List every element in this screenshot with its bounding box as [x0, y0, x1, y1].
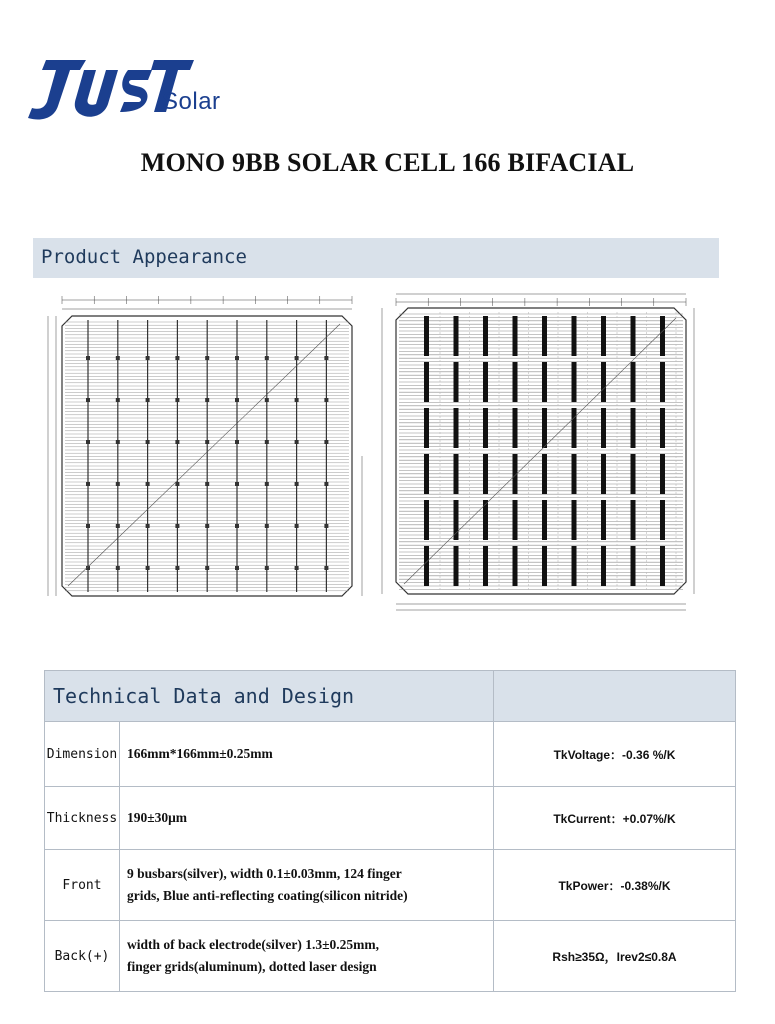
- solder-pad: [116, 524, 120, 528]
- row-value: [120, 850, 494, 921]
- table-row: [45, 722, 736, 787]
- section-title: Product Appearance: [41, 246, 247, 268]
- back-electrode-segment: [660, 500, 665, 540]
- back-electrode-segment: [631, 316, 636, 356]
- solder-pad: [205, 440, 209, 444]
- solder-pad: [175, 524, 179, 528]
- row-value: [120, 921, 494, 992]
- solder-pad: [146, 356, 150, 360]
- solder-pad: [324, 524, 328, 528]
- solder-pad: [324, 440, 328, 444]
- back-electrode-segment: [424, 316, 429, 356]
- solder-pad: [175, 398, 179, 402]
- solder-pad: [175, 482, 179, 486]
- solder-pad: [235, 566, 239, 570]
- row-label: Thickness: [45, 787, 120, 850]
- solder-pad: [295, 566, 299, 570]
- back-electrode-segment: [513, 362, 518, 402]
- solder-pad: [205, 356, 209, 360]
- back-electrode-segment: [513, 546, 518, 586]
- back-electrode-segment: [660, 408, 665, 448]
- back-electrode-segment: [601, 408, 606, 448]
- solder-pad: [116, 356, 120, 360]
- back-electrode-segment: [572, 546, 577, 586]
- solder-pad: [146, 482, 150, 486]
- row-value-line: 166mm*166mm±0.25mm: [127, 746, 273, 761]
- back-electrode-segment: [454, 408, 459, 448]
- solder-pad: [86, 398, 90, 402]
- solder-pad: [116, 398, 120, 402]
- row-label: Dimension: [45, 722, 120, 787]
- back-electrode-segment: [572, 362, 577, 402]
- back-electrode-segment: [542, 546, 547, 586]
- back-electrode-segment: [601, 546, 606, 586]
- back-electrode-segment: [572, 316, 577, 356]
- back-electrode-segment: [424, 500, 429, 540]
- solder-pad: [205, 398, 209, 402]
- header-empty-cell: [494, 671, 736, 722]
- solder-pad: [265, 440, 269, 444]
- back-cell-drawing: [372, 286, 706, 614]
- back-electrode-segment: [424, 408, 429, 448]
- solder-pad: [295, 356, 299, 360]
- back-electrode-segment: [631, 454, 636, 494]
- back-electrode-segment: [424, 362, 429, 402]
- solder-pad: [205, 566, 209, 570]
- solder-pad: [324, 398, 328, 402]
- solder-pad: [146, 566, 150, 570]
- logo-suffix: Solar: [162, 88, 221, 115]
- back-electrode-segment: [631, 408, 636, 448]
- solder-pad: [235, 356, 239, 360]
- solder-pad: [116, 440, 120, 444]
- row-spec: TkVoltage：-0.36 %/K: [494, 722, 736, 787]
- back-electrode-segment: [601, 316, 606, 356]
- row-value: [120, 787, 494, 850]
- back-electrode-segment: [601, 362, 606, 402]
- back-electrode-segment: [542, 316, 547, 356]
- row-value-line: 190±30μm: [127, 810, 188, 825]
- back-electrode-segment: [483, 454, 488, 494]
- back-electrode-segment: [424, 454, 429, 494]
- page-title: MONO 9BB SOLAR CELL 166 BIFACIAL: [140, 148, 635, 177]
- solder-pad: [324, 482, 328, 486]
- solder-pad: [295, 482, 299, 486]
- back-electrode-segment: [542, 500, 547, 540]
- back-electrode-segment: [513, 500, 518, 540]
- solder-pad: [116, 482, 120, 486]
- back-electrode-segment: [424, 546, 429, 586]
- solder-pad: [235, 524, 239, 528]
- solder-pad: [295, 524, 299, 528]
- solder-pad: [86, 482, 90, 486]
- solder-pad: [295, 398, 299, 402]
- company-logo: [24, 58, 244, 128]
- solder-pad: [146, 524, 150, 528]
- back-electrode-segment: [631, 546, 636, 586]
- solder-pad: [86, 524, 90, 528]
- front-cell-drawing: [36, 290, 366, 610]
- back-electrode-segment: [513, 316, 518, 356]
- table-row: [45, 921, 736, 992]
- row-label: Front: [45, 850, 120, 921]
- row-value-line: grids, Blue anti-reflecting coating(silicon nitride): [127, 888, 408, 903]
- back-electrode-segment: [542, 408, 547, 448]
- solder-pad: [324, 566, 328, 570]
- solder-pad: [265, 524, 269, 528]
- back-electrode-segment: [454, 546, 459, 586]
- back-electrode-segment: [483, 362, 488, 402]
- back-electrode-segment: [542, 454, 547, 494]
- row-value-line: finger grids(aluminum), dotted laser design: [127, 959, 377, 974]
- back-electrode-segment: [660, 454, 665, 494]
- row-spec: TkPower：-0.38%/K: [494, 850, 736, 921]
- solder-pad: [175, 440, 179, 444]
- front-cell-svg: [36, 290, 366, 610]
- solder-pad: [265, 356, 269, 360]
- solder-pad: [205, 482, 209, 486]
- back-electrode-segment: [542, 362, 547, 402]
- technical-data-table: [44, 670, 736, 992]
- row-spec: TkCurrent：+0.07%/K: [494, 787, 736, 850]
- back-electrode-segment: [631, 500, 636, 540]
- solder-pad: [146, 440, 150, 444]
- table-row: [45, 787, 736, 850]
- back-electrode-segment: [483, 408, 488, 448]
- solder-pad: [235, 482, 239, 486]
- back-electrode-segment: [454, 362, 459, 402]
- back-electrode-segment: [601, 500, 606, 540]
- solder-pad: [86, 440, 90, 444]
- back-electrode-segment: [572, 408, 577, 448]
- solder-pad: [175, 356, 179, 360]
- back-electrode-segment: [513, 408, 518, 448]
- back-electrode-segment: [483, 316, 488, 356]
- back-electrode-segment: [483, 546, 488, 586]
- solder-pad: [265, 482, 269, 486]
- back-electrode-segment: [572, 454, 577, 494]
- solder-pad: [205, 524, 209, 528]
- back-electrode-segment: [572, 500, 577, 540]
- row-value: [120, 722, 494, 787]
- row-value-line: width of back electrode(silver) 1.3±0.25mm,: [127, 937, 379, 952]
- solder-pad: [265, 566, 269, 570]
- back-electrode-segment: [454, 454, 459, 494]
- row-spec: Rsh≥35Ω，Irev2≤0.8A: [494, 921, 736, 992]
- back-electrode-segment: [601, 454, 606, 494]
- solder-pad: [324, 356, 328, 360]
- solder-pad: [146, 398, 150, 402]
- solder-pad: [86, 356, 90, 360]
- solder-pad: [116, 566, 120, 570]
- back-electrode-segment: [660, 546, 665, 586]
- solder-pad: [235, 398, 239, 402]
- row-label: Back(+): [45, 921, 120, 992]
- solder-pad: [295, 440, 299, 444]
- back-electrode-segment: [454, 316, 459, 356]
- solder-pad: [235, 440, 239, 444]
- solder-pad: [175, 566, 179, 570]
- table-header-row: [45, 671, 736, 722]
- section-header-product-appearance: [33, 238, 719, 278]
- back-cell-svg: [372, 286, 706, 614]
- back-electrode-segment: [631, 362, 636, 402]
- table-row: [45, 850, 736, 921]
- solder-pad: [265, 398, 269, 402]
- row-value-line: 9 busbars(silver), width 0.1±0.03mm, 124 finger: [127, 866, 402, 881]
- back-electrode-segment: [454, 500, 459, 540]
- section-title: Technical Data and Design: [45, 671, 494, 722]
- back-electrode-segment: [660, 362, 665, 402]
- back-electrode-segment: [660, 316, 665, 356]
